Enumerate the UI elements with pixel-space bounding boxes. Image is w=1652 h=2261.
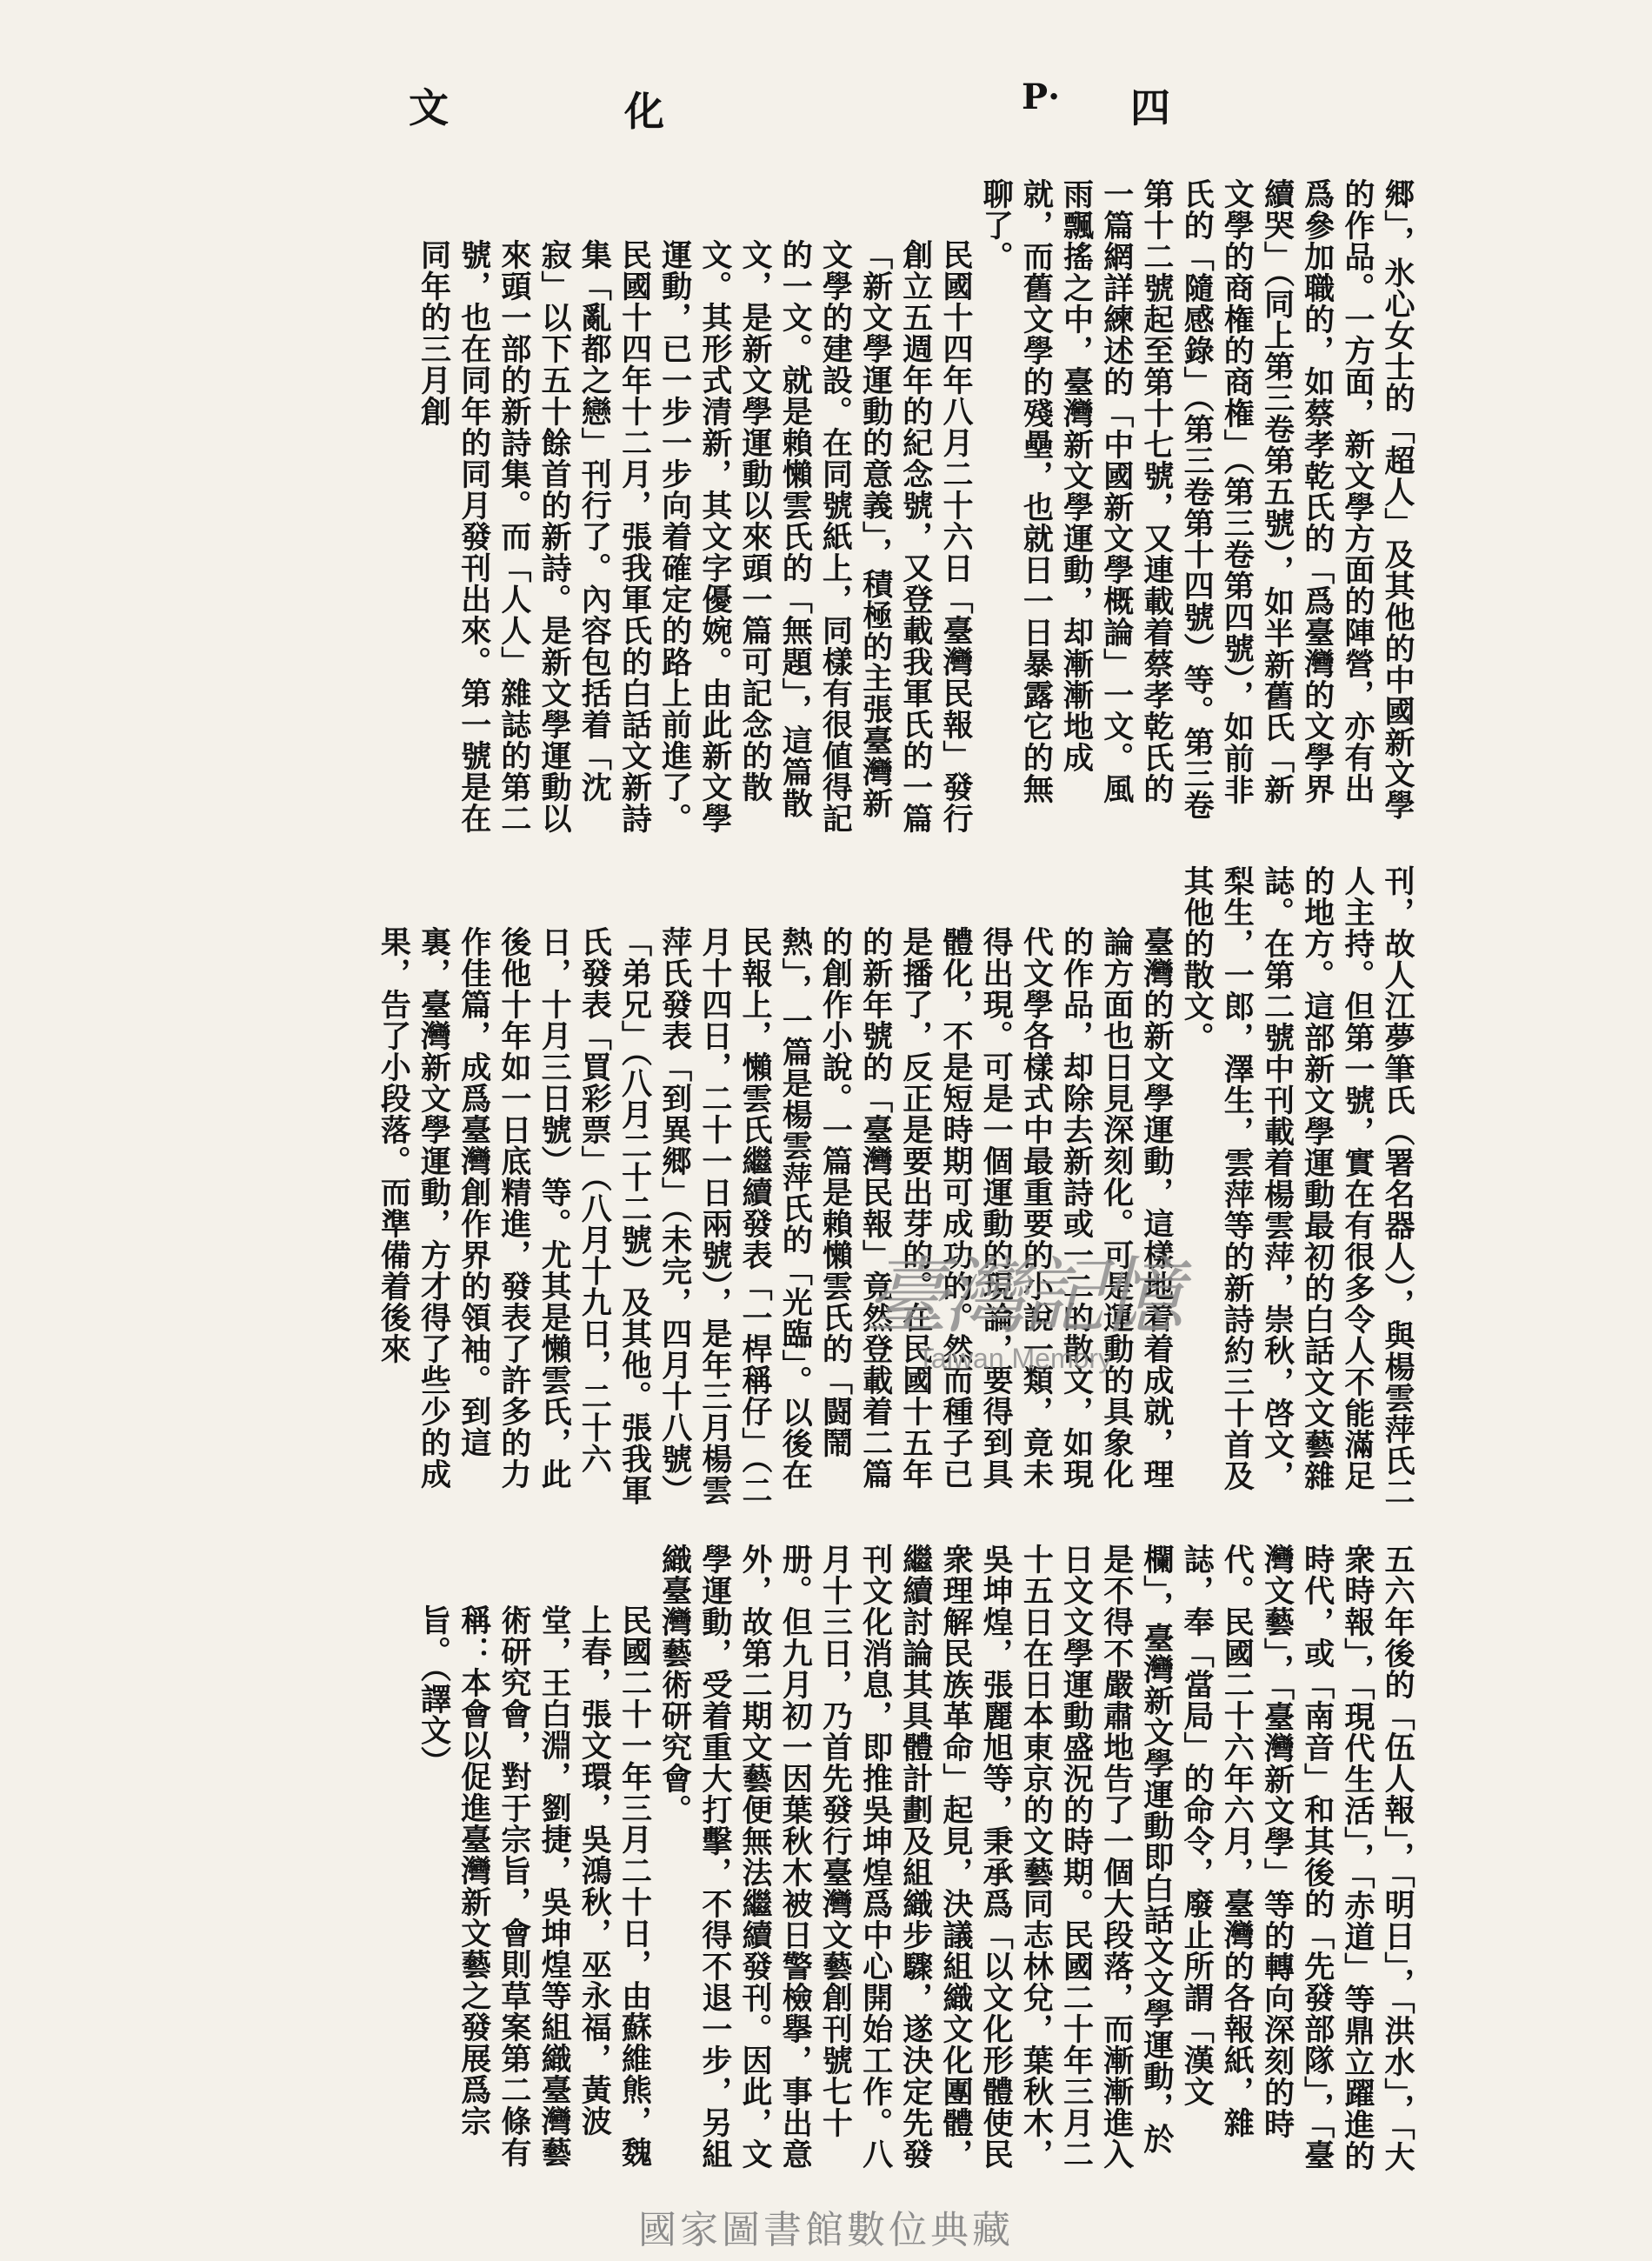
paragraph: 刊，故人江夢筆氏（署名器人），與楊雲萍氏二人主持。但第一號，實在有很多令人不能滿足的地方。這部新文學運動最初的白話文文藝雜誌。在第二號中刊載着楊雲萍，崇秋，啓文，梨生，一郎，澤生，雲萍等的新詩約三十首及其他的散文。: [1179, 865, 1416, 1508]
text-band-top: [222, 178, 1417, 835]
paragraph: 民國十四年十二月，張我軍氏的白話文新詩集「亂都之戀」刊行了。內容包括着「沈寂」以下五十餘首的新詩。是新文學運動以來頭一部的新詩集。而「人人」雜誌的第二號，也在同年的同月發刊出來。第一號是在同年的三月創: [416, 239, 653, 834]
header-title-char-1: 文: [409, 84, 449, 131]
watermark-cn-text: 臺灣記憶: [865, 1248, 1178, 1345]
paragraph: 民國十四年八月二十六日「臺灣民報」發行創立五週年的紀念號，又登載我軍氏的一篇「新文學運動的意義」，積極的主張臺灣新文學的建設。在同號紙上，同樣有很値得記的一文。就是賴懶雲氏的「無題」，這篇散文，是新文學運動以來頭一篇可記念的散文。其形式清新，其文字優婉。由此新文學運動，已一步一步向着確定的路上前進了。: [656, 239, 974, 834]
page-number: 四: [1130, 84, 1170, 131]
footer-archive-label: 國家圖書館數位典藏: [638, 2208, 1014, 2252]
paragraph: 民國二十一年三月二十日，由蘇維熊，魏上春，張文環，吳鴻秋，巫永福，黃波堂，王白淵，劉捷，吳坤煌等組織臺灣藝術研究會，對于宗旨，會則草案第二條有稱：本會以促進臺灣新文藝之發展爲宗旨。（譯文）: [416, 1604, 653, 2168]
watermark-en-text: Taiwan Memory: [917, 1343, 1113, 1374]
paragraph: 五六年後的「伍人報」，「明日」，「洪水」，「大衆時報」，「現代生活」，「赤道」等鼎立躍進的時代，或「南音」和其後的「先發部隊」，「臺灣文藝」，「臺灣新文學」等的轉向深刻的時代。民國二十六年六月，臺灣的各報紙，雜誌，奉「當局」的命令，廢止所謂「漢文欄」，臺灣新文學運動即白話文文學運動，於是不得不嚴肅地告了一個大段落，而漸漸進入日文文學運動盛況的時期。民國二十年三月二十五日在日本東京的文藝同志林兌，葉秋木，吳坤煌，張麗旭等，秉承爲「以文化形體使民衆理解民族革命」起見，決議組織文化團體，繼續討論其具體計劃及組織步驟，遂決定先發刊文化消息，即推吳坤煌爲中心開始工作。八月十三日，乃首先發行臺灣文藝創刊號七十册。但九月初一因葉秋木被日警檢擧，事出意外，故第二期文藝便無法繼續發刊。因此，文學運動，受着重大打擊，不得不退一步，另組織臺灣藝術研究會。: [656, 1544, 1416, 2172]
header-title-char-2: 化: [624, 88, 664, 135]
page-label: P·: [1022, 77, 1061, 117]
paragraph: 臺灣的新文學運動，這樣地着着成就，理論方面也日見深刻化。可是運動的具象化的作品，却除去新詩或一二的散文，如現代文學各樣式中最重要的小說一類，竟未得出現。可是一個運動的現論，要得到具體化，不是短時期可成功的。然而種子已是播了，反正是要出芽的。在民國十五年的新年號的「臺灣民報」竟然登載着二篇的創作小說。一篇是賴懶雲氏的「闘鬧熱」，一篇是楊雲萍氏的「光臨」。以後在民報上，懶雲氏繼續發表「一桿稱仔」（二月十四日，二十一日兩號），是年三月楊雲萍氏發表「到異郷」（未完，四月十八號）「弟兄」（八月二十二號）及其他。張我軍氏發表「買彩票」（八月十九日，二十六日，十月三日號）等。尤其是懶雲氏，此後他十年如一日底精進，發表了許多的力作佳篇，成爲臺灣創作界的領袖。到這裏，臺灣新文學運動，方才得了些少的成果，告了小段落。而準備着後來: [376, 926, 1175, 1506]
text-band-middle: [222, 865, 1417, 1513]
taiwan-memory-watermark: [865, 1231, 1178, 1375]
text-band-bottom: [222, 1544, 1417, 2183]
paragraph: 郷」，氷心女士的「超人」及其他的中國新文學的作品。一方面，新文學方面的陣營，亦有出爲參加職的，如蔡孝乾氏的「爲臺灣的文學界續哭」（同上第三卷第五號），如半新舊氏「新文學的商権的商権」（第三卷第四號），如前非氏的「隨感錄」（第三卷第十四號）等。第三卷第十二號起至第十七號，又連載着蔡孝乾氏的一篇網詳練述的「中國新文學概論」一文。風雨飄搖之中，臺灣新文學運動，却漸漸地成就，而舊文學的殘壘，也就日一日暴露它的無聊了。: [978, 178, 1416, 821]
